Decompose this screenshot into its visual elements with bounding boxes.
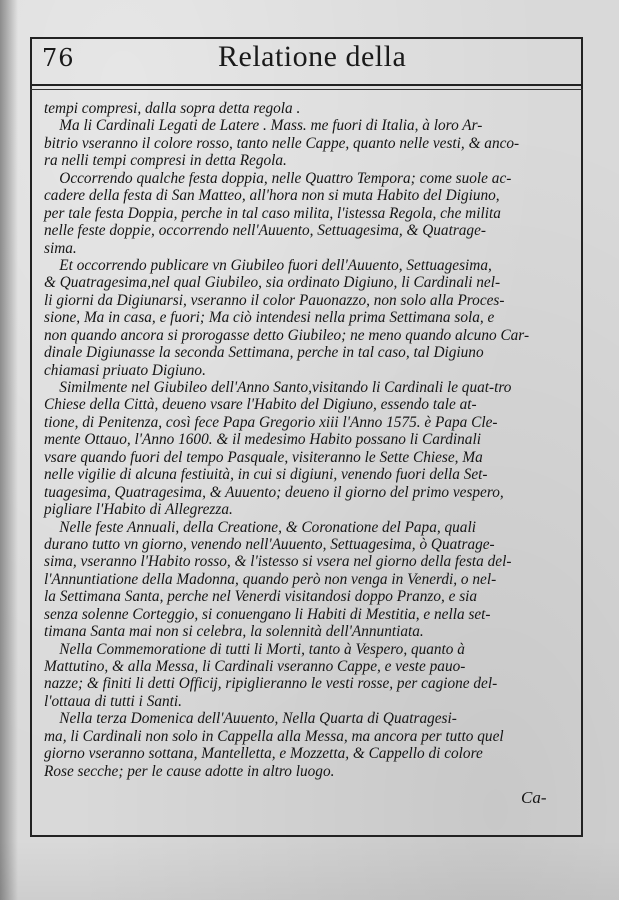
text-line: giorno vseranno sottana, Mantelletta, e Mozzetta, & Cappello di colore <box>44 745 483 763</box>
text-line: l'Annuntiatione della Madonna, quando però non venga in Venerdi, o nel- <box>44 570 497 588</box>
text-line: pigliare l'Habito di Allegrezza. <box>44 501 233 519</box>
text-line: chiamasi priuato Digiuno. <box>44 361 206 379</box>
text-line: per tale festa Doppia, perche in tal caso milita, l'istessa Regola, che milita <box>44 204 501 222</box>
text-line: Ma li Cardinali Legati de Latere . Mass. me fuori di Italia, à loro Ar- <box>44 117 483 135</box>
page-number: 76 <box>42 44 75 72</box>
text-line: l'ottaua di tutti i Santi. <box>44 692 182 710</box>
text-line: non quando ancora si prorogasse detto Giubileo; ne meno quando alcuno Car- <box>44 326 530 344</box>
text-line: mente Ottauo, l'Anno 1600. & il medesimo Habito possano li Cardinali <box>44 431 481 449</box>
text-line: senza solenne Corteggio, si conuengano li Habiti di Mestitia, e nella set- <box>44 605 491 623</box>
text-line: dinale Digiunasse la seconda Settimana, perche in tal caso, tal Digiuno <box>44 344 484 362</box>
text-line: cadere della festa di San Matteo, all'hora non si muta Habito del Digiuno, <box>44 187 500 205</box>
text-line: bitrio vseranno il colore rosso, tanto nelle Cappe, quanto nelle vesti, & anco- <box>44 134 520 152</box>
page-bottom-shade <box>0 840 619 900</box>
text-line: durano tutto vn giorno, venendo nell'Auuento, Settuagesima, ò Quatrage- <box>44 535 495 553</box>
text-line: nelle feste doppie, occorrendo nell'Auuento, Settuagesima, & Quatrage- <box>44 222 486 240</box>
running-title: Relatione della <box>218 40 407 73</box>
body-text <box>44 100 576 780</box>
text-line: timana Santa mai non si celebra, la solennità dell'Annuntiata. <box>44 623 424 641</box>
text-line: Nella Commemoratione di tutti li Morti, tanto à Vespero, quanto à <box>44 640 465 658</box>
catchword: Ca- <box>521 788 547 807</box>
header-rule-thin <box>30 89 583 90</box>
text-line: sima, vseranno l'Habito rosso, & l'istesso si vsera nel giorno della festa del- <box>44 553 512 571</box>
text-line: Rose secche; per le cause adotte in altro luogo. <box>44 762 335 780</box>
text-line: sima. <box>44 239 77 257</box>
text-line: tempi compresi, dalla sopra detta regola . <box>44 100 301 117</box>
text-line: Mattutino, & alla Messa, li Cardinali vseranno Cappe, e veste pauo- <box>44 658 466 675</box>
text-line: Chiese della Città, deueno vsare l'Habito del Digiuno, essendo tale at- <box>44 396 477 414</box>
text-line: & Quatragesima,nel qual Giubileo, sia ordinato Digiuno, li Cardinali nel- <box>44 274 501 292</box>
header-rule <box>30 84 583 86</box>
text-line: Et occorrendo publicare vn Giubileo fuori dell'Auuento, Settuagesima, <box>44 256 492 274</box>
text-line: sione, Ma in casa, e fuori; Ma ciò intendesi nella prima Settimana sola, e <box>44 309 495 327</box>
text-line: la Settimana Santa, perche nel Venerdi visitandosi doppo Pranzo, e sia <box>44 588 478 606</box>
text-line: nelle vigilie di alcuna festiuità, in cui si digiuni, venendo fuori della Set- <box>44 466 488 484</box>
text-line: ma, li Cardinali non solo in Cappella alla Messa, ma ancora per tutto quel <box>44 727 504 745</box>
binding-shadow <box>0 0 18 900</box>
text-line: tione, di Penitenza, così fece Papa Gregorio xiii l'Anno 1575. è Papa Cle- <box>44 413 498 431</box>
text-line: tuagesima, Quatragesima, & Auuento; deueno il giorno del primo vespero, <box>44 483 504 501</box>
text-line: li giorni da Digiunarsi, vseranno il color Pauonazzo, non solo alla Proces- <box>44 291 505 309</box>
text-line: Nelle feste Annuali, della Creatione, & Coronatione del Papa, quali <box>44 518 476 536</box>
text-line: Nella terza Domenica dell'Auuento, Nella Quarta di Quatragesi- <box>44 710 457 728</box>
text-line: Occorrendo qualche festa doppia, nelle Quattro Tempora; come suole ac- <box>44 169 512 187</box>
text-line: Similmente nel Giubileo dell'Anno Santo,visitando li Cardinali le quat-tro <box>44 379 512 396</box>
text-line: vsare quando fuori del tempo Pasquale, visiteranno le Sette Chiese, Ma <box>44 448 483 466</box>
text-line: nazze; & finiti li detti Officij, ripiglieranno le vesti rosse, per cagione del- <box>44 675 498 693</box>
text-line: ra nelli tempi compresi in detta Regola. <box>44 152 287 170</box>
